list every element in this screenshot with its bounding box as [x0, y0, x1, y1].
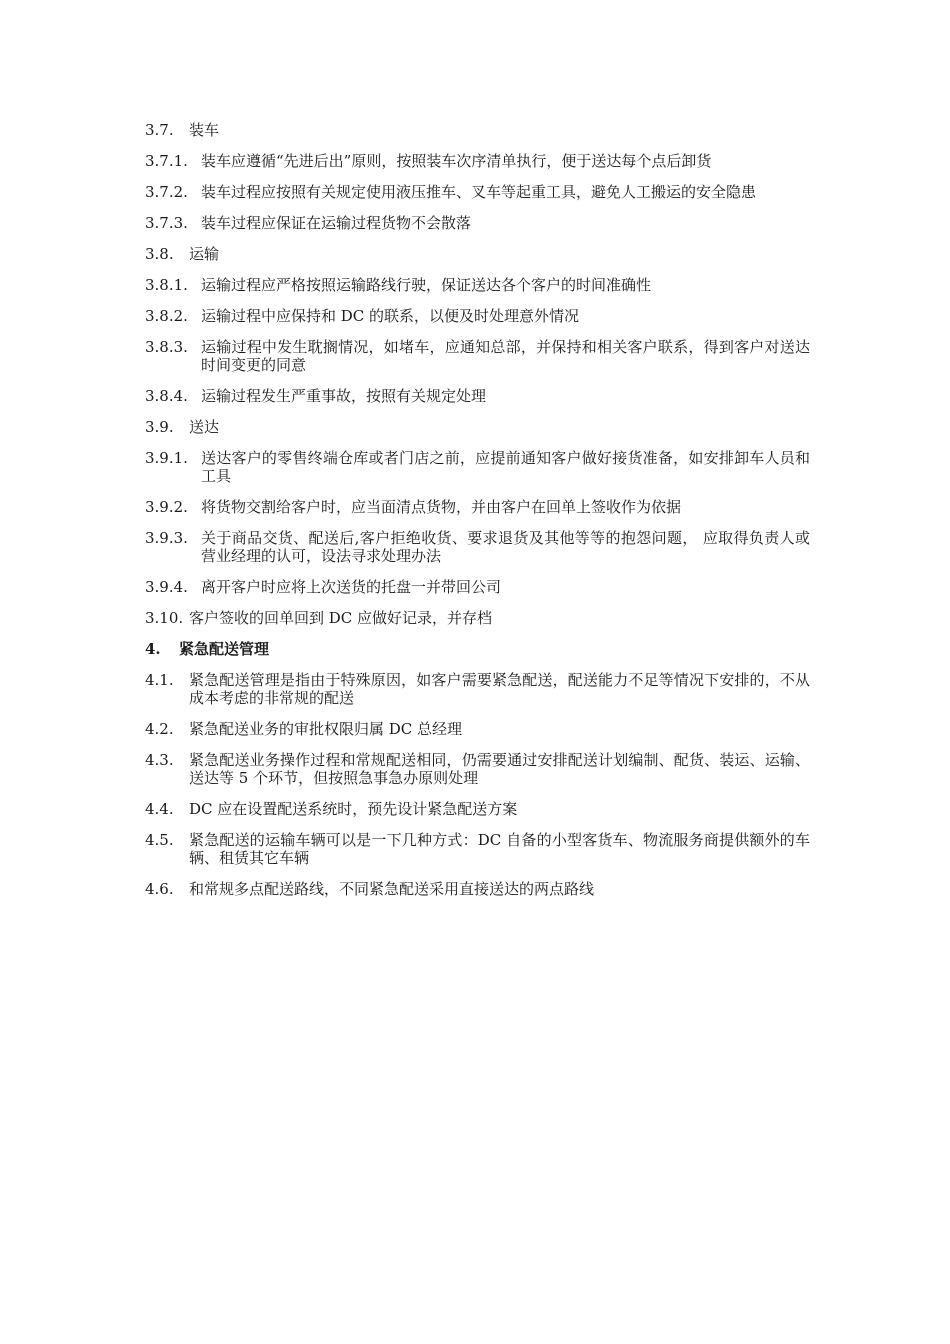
item-text: 装车应遵循“先进后出”原则，按照装车次序清单执行，便于送达每个点后卸货 — [201, 152, 712, 170]
item-number: 3.8.4. — [145, 387, 188, 405]
chapter-4-heading — [145, 640, 810, 658]
item-text: 紧急配送业务操作过程和常规配送相同，仍需要通过安排配送计划编制、配货、装运、运输、送达等 5 个环节，但按照急事急办原则处理 — [189, 751, 810, 787]
item-number: 4. — [145, 640, 161, 658]
item-text: 运输过程中发生耽搁情况，如堵车，应通知总部，并保持和相关客户联系，得到客户对送达时间变更的同意 — [201, 338, 810, 374]
item-3-9-3 — [145, 529, 810, 565]
item-number: 3.7.3. — [145, 214, 188, 232]
item-number: 4.4. — [145, 800, 174, 818]
item-number: 3.7.1. — [145, 152, 188, 170]
item-4-3 — [145, 751, 810, 787]
item-text: 送达客户的零售终端仓库或者门店之前，应提前通知客户做好接货准备，如安排卸车人员和工具 — [201, 449, 810, 485]
item-text: 关于商品交货、配送后,客户拒绝收货、要求退货及其他等等的抱怨问题， 应取得负责人或营业经理的认可，设法寻求处理办法 — [201, 529, 810, 565]
item-4-6 — [145, 880, 810, 898]
item-number: 3.8. — [145, 245, 174, 263]
item-text: 装车过程应保证在运输过程货物不会散落 — [201, 214, 472, 232]
item-number: 3.8.2. — [145, 307, 188, 325]
item-number: 3.7.2. — [145, 183, 188, 201]
item-3-8-3 — [145, 338, 810, 374]
item-4-1 — [145, 671, 810, 707]
item-text: 紧急配送的运输车辆可以是一下几种方式：DC 自备的小型客货车、物流服务商提供额外的车辆、租赁其它车辆 — [189, 831, 810, 867]
item-3-7-3 — [145, 214, 810, 232]
item-text: 装车过程应按照有关规定使用液压推车、叉车等起重工具，避免人工搬运的安全隐患 — [201, 183, 757, 201]
section-3-7 — [145, 121, 810, 139]
item-text: 将货物交割给客户时，应当面清点货物，并由客户在回单上签收作为依据 — [201, 498, 682, 516]
item-text: 运输过程发生严重事故，按照有关规定处理 — [201, 387, 487, 405]
item-number: 4.3. — [145, 751, 174, 769]
item-number: 3.8.1. — [145, 276, 188, 294]
item-text: 客户签收的回单回到 DC 应做好记录，并存档 — [189, 609, 493, 627]
item-text: 紧急配送管理 — [179, 640, 270, 658]
item-number: 3.7. — [145, 121, 174, 139]
item-number: 4.1. — [145, 671, 174, 689]
section-3-9 — [145, 418, 810, 436]
item-number: 3.9. — [145, 418, 174, 436]
section-3-8 — [145, 245, 810, 263]
item-number: 3.9.4. — [145, 578, 188, 596]
item-4-5 — [145, 831, 810, 867]
item-text: 装车 — [189, 121, 220, 139]
item-3-9-4 — [145, 578, 810, 596]
item-3-8-4 — [145, 387, 810, 405]
item-3-9-2 — [145, 498, 810, 516]
item-4-4 — [145, 800, 810, 818]
item-3-8-1 — [145, 276, 810, 294]
item-number: 4.5. — [145, 831, 174, 849]
item-text: 送达 — [189, 418, 220, 436]
item-text: 紧急配送业务的审批权限归属 DC 总经理 — [189, 720, 463, 738]
item-3-8-2 — [145, 307, 810, 325]
item-text: 运输 — [189, 245, 220, 263]
document-body — [145, 121, 810, 911]
item-text: 运输过程中应保持和 DC 的联系，以便及时处理意外情况 — [201, 307, 580, 325]
item-3-7-1 — [145, 152, 810, 170]
item-text: 运输过程应严格按照运输路线行驶，保证送达各个客户的时间准确性 — [201, 276, 652, 294]
item-number: 4.6. — [145, 880, 174, 898]
item-text: 和常规多点配送路线，不同紧急配送采用直接送达的两点路线 — [189, 880, 595, 898]
item-4-2 — [145, 720, 810, 738]
item-text: DC 应在设置配送系统时，预先设计紧急配送方案 — [189, 800, 518, 818]
item-number: 3.9.2. — [145, 498, 188, 516]
item-number: 3.10. — [145, 609, 184, 627]
item-3-7-2 — [145, 183, 810, 201]
item-number: 4.2. — [145, 720, 174, 738]
item-number: 3.9.1. — [145, 449, 188, 467]
item-number: 3.8.3. — [145, 338, 188, 356]
section-3-10 — [145, 609, 810, 627]
item-text: 离开客户时应将上次送货的托盘一并带回公司 — [201, 578, 502, 596]
item-text: 紧急配送管理是指由于特殊原因，如客户需要紧急配送，配送能力不足等情况下安排的，不从成本考虑的非常规的配送 — [189, 671, 810, 707]
item-number: 3.9.3. — [145, 529, 188, 547]
item-3-9-1 — [145, 449, 810, 485]
